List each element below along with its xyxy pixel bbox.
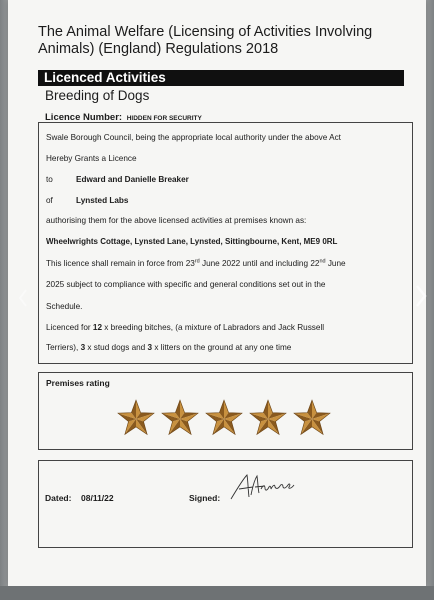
licenced-for-line-2 [46,343,291,352]
chevron-right-icon[interactable] [414,283,428,309]
litters-count: 3 [147,343,153,352]
chevron-left-icon[interactable] [18,288,28,308]
licence-details-box [38,122,413,364]
validity-text: June 2022 until and including 22 [199,259,320,268]
licence-number-label: Licence Number: [45,112,123,123]
bitches-count: 12 [92,323,102,332]
validity-text: June [325,259,346,268]
validity-line-1 [46,259,346,268]
licenced-for-text: Terriers), [46,343,81,352]
premises-rating-label: Premises rating [46,378,110,388]
dated-value: 08/11/22 [81,493,114,503]
licence-document [8,0,426,586]
ordinal-suffix: rd [194,258,200,265]
validity-line-2: 2025 subject to compliance with specific and general conditions set out in the [46,280,326,289]
licenced-for-text: x stud dogs and [85,343,148,352]
licensee-names: Edward and Danielle Breaker [76,175,189,184]
signature-box [38,460,413,548]
validity-text: This licence shall remain in force from 23 [46,259,195,268]
section-bar: Licenced Activities [38,70,404,86]
bottom-shadow [0,586,434,600]
star-icon [159,397,201,439]
document-title: The Animal Welfare (Licensing of Activities Involving Animals) (England) Regulations 2018 [38,24,373,57]
authorising-statement: authorising them for the above licensed activities at premises known as: [46,216,307,225]
of-label: of [46,196,53,205]
ordinal-suffix: nd [319,258,326,265]
licence-number-value: HIDDEN FOR SECURITY [126,115,202,122]
validity-line-3: Schedule. [46,302,83,311]
grant-statement: Hereby Grants a Licence [46,154,137,163]
stud-dogs-count: 3 [80,343,86,352]
handwritten-signature [227,471,297,503]
business-name: Lynsted Labs [76,196,129,205]
star-icon [247,397,289,439]
to-label: to [46,175,53,184]
premises-rating-box [38,372,413,450]
dated-label: Dated: [45,493,72,503]
star-rating [115,397,333,439]
star-icon [291,397,333,439]
licenced-for-text: Licenced for [46,323,93,332]
star-icon [115,397,157,439]
licenced-for-text: x litters on the ground at any one time [152,343,292,352]
star-icon [203,397,245,439]
licenced-for-text: x breeding bitches, (a mixture of Labradors and Jack Russell [102,323,325,332]
signed-label: Signed: [189,493,221,503]
licenced-for-line-1 [46,323,324,332]
premises-address: Wheelwrights Cottage, Lynsted Lane, Lynsted, Sittingbourne, Kent, ME9 0RL [46,237,338,246]
authority-statement: Swale Borough Council, being the appropriate local authority under the above Act [46,133,341,142]
activity-name: Breeding of Dogs [45,88,150,103]
